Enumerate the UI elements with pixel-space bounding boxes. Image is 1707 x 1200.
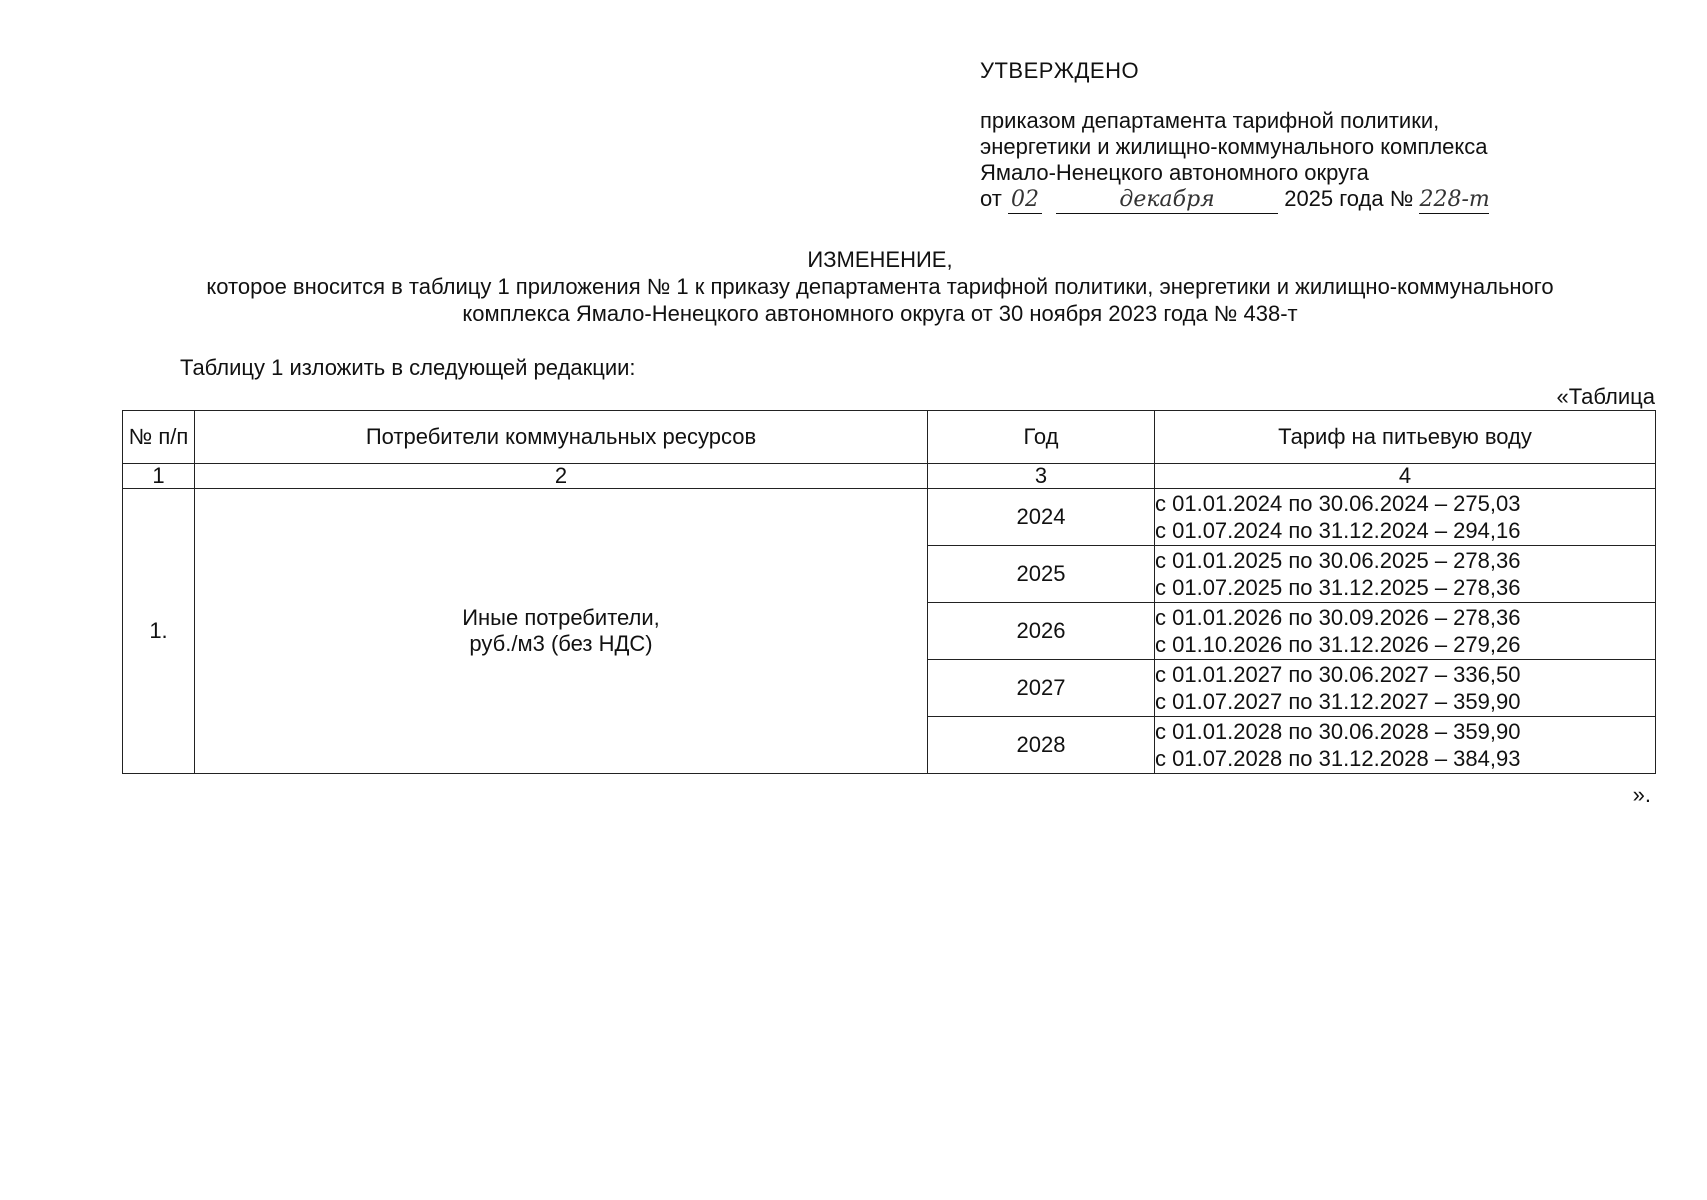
order-line: приказом департамента тарифной политики, xyxy=(980,108,1440,133)
approval-block xyxy=(980,58,1489,214)
order-line: энергетики и жилищно-коммунального комплекса xyxy=(980,134,1488,159)
year-cell: 2026 xyxy=(928,603,1155,660)
tariff-period: с 01.01.2024 по 30.06.2024 – 275,03 xyxy=(1155,491,1521,516)
table-header-row xyxy=(123,411,1656,464)
tariff-cell xyxy=(1155,489,1656,546)
tariff-period: с 01.01.2028 по 30.06.2028 – 359,90 xyxy=(1155,719,1521,744)
handwritten-order-number: 228-т xyxy=(1419,187,1490,212)
header-consumers: Потребители коммунальных ресурсов xyxy=(195,411,928,464)
tariff-period: с 01.10.2026 по 31.12.2026 – 279,26 xyxy=(1155,632,1521,657)
approval-stamp: УТВЕРЖДЕНО xyxy=(980,58,1140,83)
handwritten-month: декабря xyxy=(1056,187,1278,214)
table-caption: «Таблица xyxy=(1556,384,1655,409)
year-cell: 2027 xyxy=(928,660,1155,717)
handwritten-day: 02 xyxy=(1008,187,1042,214)
column-number: 2 xyxy=(195,464,928,489)
consumer-line: Иные потребители, xyxy=(462,605,660,630)
column-number: 1 xyxy=(123,464,195,489)
column-number: 4 xyxy=(1155,464,1656,489)
year-cell: 2028 xyxy=(928,717,1155,774)
table-row xyxy=(123,489,1656,546)
row-number: 1. xyxy=(123,489,195,774)
column-number: 3 xyxy=(928,464,1155,489)
heading-line: которое вносится в таблицу 1 приложения № 1 к приказу департамента тарифной политики, энергетики и жилищно-коммунального xyxy=(206,274,1554,299)
year-cell: 2025 xyxy=(928,546,1155,603)
document-heading xyxy=(110,246,1650,327)
consumer-unit: руб./м3 (без НДС) xyxy=(469,631,653,656)
tariff-cell xyxy=(1155,660,1656,717)
order-date-line xyxy=(980,186,1489,214)
tariff-period: с 01.07.2027 по 31.12.2027 – 359,90 xyxy=(1155,689,1521,714)
heading-title: ИЗМЕНЕНИЕ, xyxy=(807,247,953,272)
year-cell: 2024 xyxy=(928,489,1155,546)
header-year: Год xyxy=(928,411,1155,464)
tariff-table xyxy=(122,410,1656,774)
column-number-row xyxy=(123,464,1656,489)
heading-line: комплекса Ямало-Ненецкого автономного округа от 30 ноября 2023 года № 438-т xyxy=(462,301,1298,326)
tariff-period: с 01.01.2025 по 30.06.2025 – 278,36 xyxy=(1155,548,1521,573)
tariff-period: с 01.01.2027 по 30.06.2027 – 336,50 xyxy=(1155,662,1521,687)
tariff-cell xyxy=(1155,603,1656,660)
intro-text: Таблицу 1 изложить в следующей редакции: xyxy=(180,355,636,380)
date-year-text: 2025 года № xyxy=(1284,186,1414,211)
tariff-period: с 01.07.2025 по 31.12.2025 – 278,36 xyxy=(1155,575,1521,600)
date-prefix: от xyxy=(980,186,1002,211)
consumer-cell xyxy=(195,489,928,774)
table-close-quote: ». xyxy=(1632,782,1651,807)
header-tariff: Тариф на питьевую воду xyxy=(1155,411,1656,464)
tariff-period: с 01.01.2026 по 30.09.2026 – 278,36 xyxy=(1155,605,1521,630)
tariff-period: с 01.07.2024 по 31.12.2024 – 294,16 xyxy=(1155,518,1521,543)
tariff-cell xyxy=(1155,717,1656,774)
tariff-period: с 01.07.2028 по 31.12.2028 – 384,93 xyxy=(1155,746,1521,771)
tariff-cell xyxy=(1155,546,1656,603)
order-line: Ямало-Ненецкого автономного округа xyxy=(980,160,1369,185)
header-number: № п/п xyxy=(123,411,195,464)
